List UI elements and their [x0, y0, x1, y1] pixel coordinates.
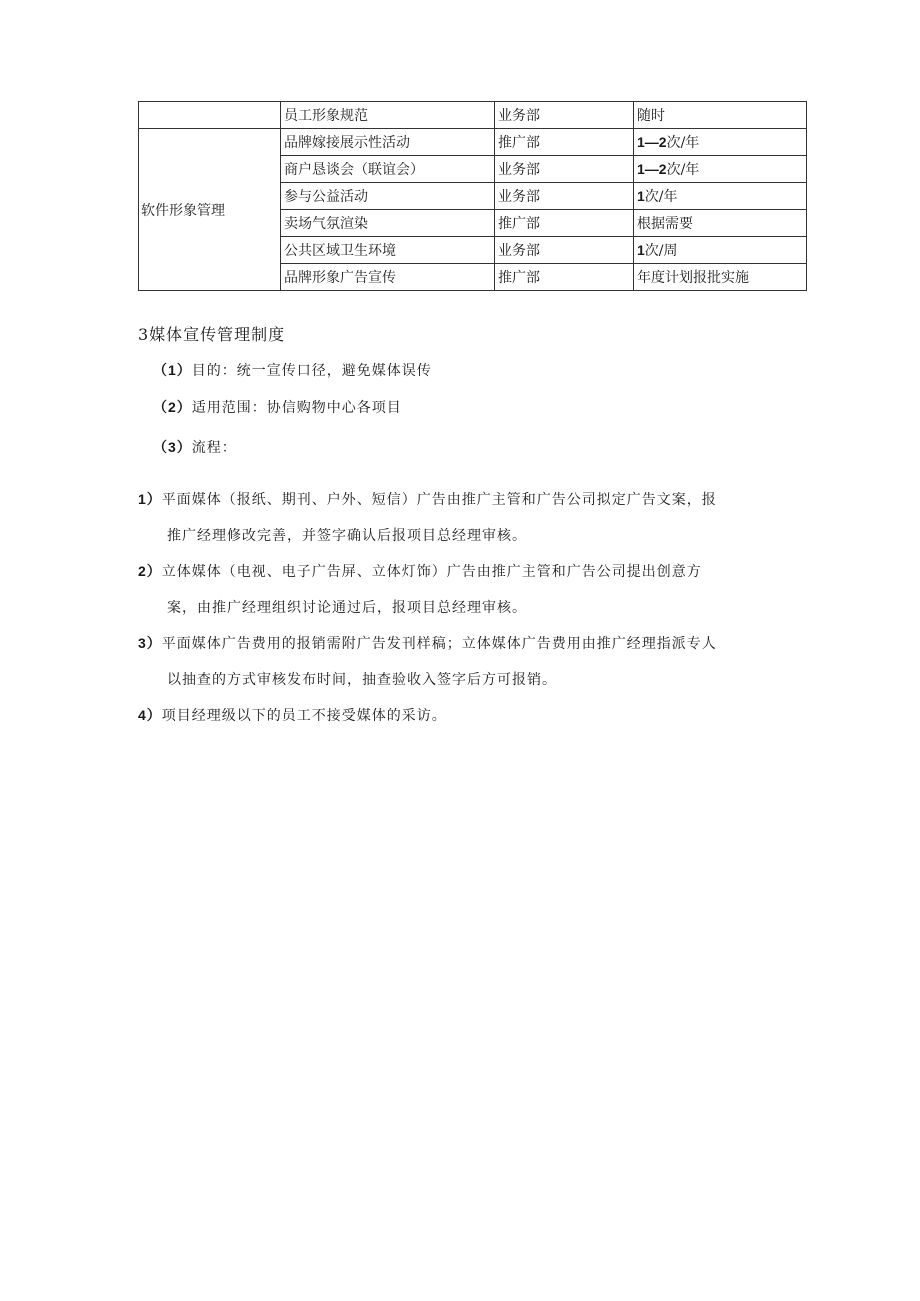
item-text: 流程：	[191, 440, 237, 456]
step-label: 3）	[138, 635, 162, 651]
freq-num: 1—2	[637, 161, 667, 177]
step-line: 项目经理级以下的员工不接受媒体的采访。	[161, 708, 447, 724]
table-cell-empty	[139, 102, 281, 129]
step-line: 立体媒体（电视、电子广告屏、立体灯饰）广告由推广主管和广告公司提出创意方	[161, 564, 702, 580]
table-cell-freq	[634, 210, 807, 237]
table-cell-dept: 推广部	[495, 264, 634, 291]
freq-text: 次/周	[644, 243, 678, 259]
item-text: 目的：统一宣传口径，避免媒体误传	[191, 363, 432, 379]
item-text: 适用范围：协信购物中心各项目	[191, 400, 402, 416]
item-label: （2）	[153, 399, 192, 415]
table-cell-freq	[634, 129, 807, 156]
step-line-continued: 以抽查的方式审核发布时间，抽查验收入签字后方可报销。	[167, 672, 557, 688]
table-cell-dept: 业务部	[495, 156, 634, 183]
table-cell-item: 员工形象规范	[281, 102, 495, 129]
freq-text: 次/年	[644, 189, 678, 205]
process-step-1	[138, 481, 806, 554]
freq-text: 次/年	[666, 135, 700, 151]
table-cell-item: 卖场气氛渲染	[281, 210, 495, 237]
table-cell-item: 参与公益活动	[281, 183, 495, 210]
table-cell-dept: 业务部	[495, 102, 634, 129]
section-item-scope	[153, 397, 402, 417]
item-label: （1）	[153, 362, 192, 378]
table-cell-dept: 推广部	[495, 210, 634, 237]
step-line-continued: 案，由推广经理组织讨论通过后，报项目总经理审核。	[167, 600, 527, 616]
freq-text: 随时	[637, 108, 665, 124]
table-cell-dept: 业务部	[495, 183, 634, 210]
table-cell-freq	[634, 102, 807, 129]
freq-text: 年度计划报批实施	[637, 270, 749, 286]
freq-num: 1	[637, 188, 645, 204]
step-label: 4）	[138, 707, 162, 723]
table-row	[139, 102, 807, 129]
table-cell-dept: 业务部	[495, 237, 634, 264]
process-step-4	[138, 697, 806, 734]
table-cell-freq	[634, 183, 807, 210]
section-title: 3媒体宣传管理制度	[138, 325, 286, 344]
freq-text: 次/年	[666, 162, 700, 178]
table-cell-freq	[634, 264, 807, 291]
section-item-process	[153, 437, 237, 457]
table-cell-freq	[634, 237, 807, 264]
table-cell-item: 公共区域卫生环境	[281, 237, 495, 264]
item-label: （3）	[153, 439, 192, 455]
step-line: 平面媒体（报纸、期刊、户外、短信）广告由推广主管和广告公司拟定广告文案，报	[161, 492, 717, 508]
section-item-purpose	[153, 360, 432, 380]
table-cell-freq	[634, 156, 807, 183]
step-line: 平面媒体广告费用的报销需附广告发刊样稿；立体媒体广告费用由推广经理指派专人	[161, 636, 717, 652]
freq-num: 1	[637, 242, 645, 258]
process-step-3	[138, 625, 806, 698]
step-line-continued: 推广经理修改完善，并签字确认后报项目总经理审核。	[167, 528, 527, 544]
step-label: 2）	[138, 563, 162, 579]
step-label: 1）	[138, 491, 162, 507]
table-cell-item: 品牌形象广告宣传	[281, 264, 495, 291]
table-row	[139, 129, 807, 156]
table-group-label: 软件形象管理	[139, 129, 281, 291]
process-step-2	[138, 553, 806, 626]
freq-text: 根据需要	[637, 216, 693, 232]
image-management-table	[138, 101, 807, 291]
freq-num: 1—2	[637, 134, 667, 150]
table-cell-item: 品牌嫁接展示性活动	[281, 129, 495, 156]
table-cell-item: 商户恳谈会（联谊会）	[281, 156, 495, 183]
table-cell-dept: 推广部	[495, 129, 634, 156]
